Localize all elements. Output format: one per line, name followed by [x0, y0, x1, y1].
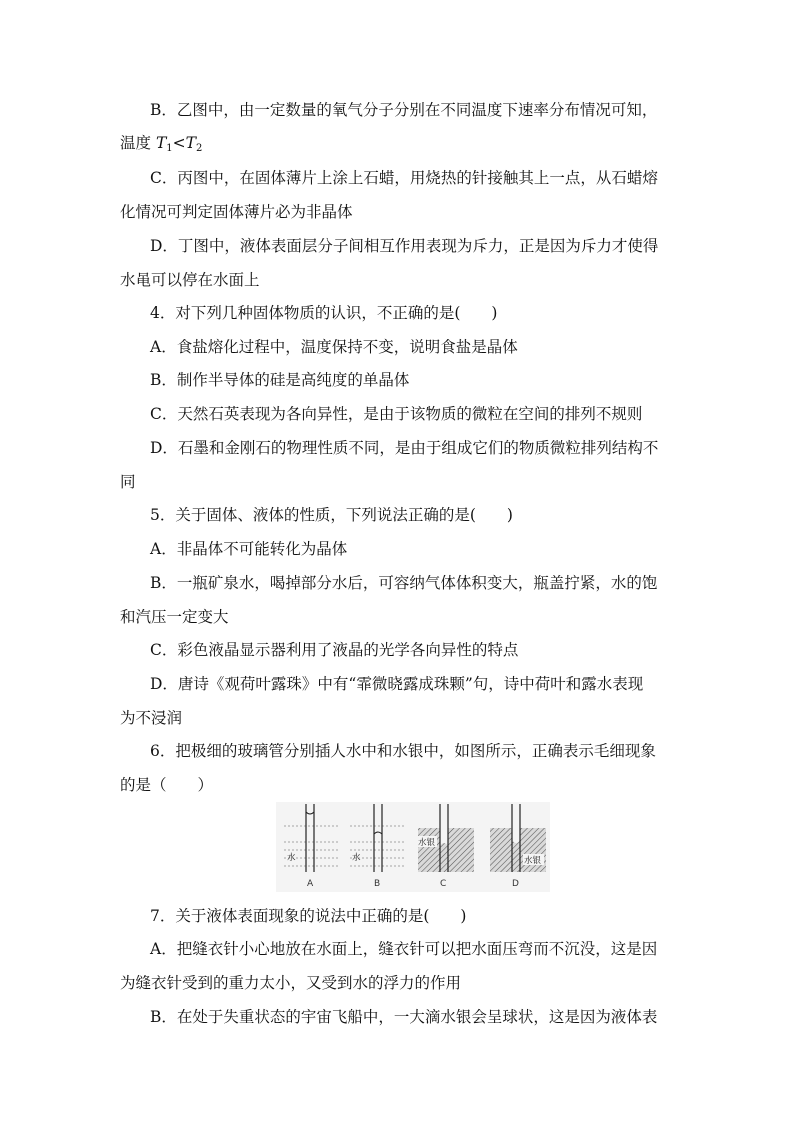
- q5-option-b-line1: B．一瓶矿泉水，喝掉部分水后，可容纳气体体积变大，瓶盖拧紧，水的饱: [150, 574, 658, 592]
- q4-option-b: B．制作半导体的硅是高纯度的单晶体: [150, 371, 410, 389]
- q5-option-d-line1: D．唐诗《观荷叶露珠》中有“霏微晓露成珠颗”句，诗中荷叶和露水表现: [150, 675, 644, 693]
- panel-c-caption: C: [440, 879, 447, 889]
- q4-option-c: C．天然石英表现为各向异性，是由于该物质的微粒在空间的排列不规则: [150, 405, 643, 423]
- q7-option-a-line1: A．把缝衣针小心地放在水面上，缝衣针可以把水面压弯而不沉没，这是因: [150, 940, 658, 958]
- panel-b-liquid-label: 水: [352, 853, 361, 863]
- q3-option-d-line2: 水黾可以停在水面上: [120, 271, 260, 289]
- tube-interior: [512, 804, 520, 828]
- less-than-sign: <: [172, 134, 186, 152]
- tube-interior: [512, 828, 520, 840]
- panel-a-caption: A: [307, 879, 314, 889]
- q3-option-b-line2: [120, 133, 202, 159]
- panel-b-caption: B: [374, 879, 381, 889]
- panel-d-liquid-label: 水银: [524, 856, 542, 866]
- q4-option-a: A．食盐熔化过程中，温度保持不变，说明食盐是晶体: [150, 338, 518, 356]
- q7-option-b-line1: B．在处于失重状态的宇宙飞船中，一大滴水银会呈球状，这是因为液体表: [150, 1008, 658, 1026]
- q5-stem: 5．关于固体、液体的性质，下列说法正确的是( ): [150, 506, 513, 524]
- q7-option-a-line2: 为缝衣针受到的重力太小，又受到水的浮力的作用: [120, 974, 462, 992]
- q3-option-c-line1: C．丙图中，在固体薄片上涂上石蜡，用烧热的针接触其上一点，从石蜡熔: [150, 169, 658, 187]
- q7-stem: 7．关于液体表面现象的说法中正确的是( ): [150, 907, 467, 925]
- capillary-figure-svg: [276, 802, 550, 892]
- capillary-figure: [276, 802, 550, 892]
- q6-stem-line2: 的是（ ）: [120, 776, 214, 794]
- temperature-t1: $T_1$: [155, 134, 173, 154]
- q3-option-b-line1: B．乙图中，由一定数量的氧气分子分别在不同温度下速率分布情况可知，: [150, 101, 658, 119]
- panel-c-liquid-label: 水银: [418, 838, 436, 848]
- q5-option-c: C．彩色液晶显示器利用了液晶的光学各向异性的特点: [150, 641, 519, 659]
- q5-option-b-line2: 和汽压一定变大: [120, 608, 229, 626]
- q3-option-b-text: 温度: [120, 134, 152, 152]
- q3-option-c-line2: 化情况可判定固体薄片必为非晶体: [120, 203, 353, 221]
- q4-stem: 4．对下列几种固体物质的认识，不正确的是( ): [150, 304, 498, 322]
- q6-stem-line1: 6．把极细的玻璃管分别插人水中和水银中，如图所示，正确表示毛细现象: [150, 742, 656, 760]
- panel-a-liquid-label: 水: [287, 853, 296, 863]
- panel-d-caption: D: [512, 879, 519, 889]
- q4-option-d-line2: 同: [120, 473, 136, 491]
- q5-option-d-line2: 为不浸润: [120, 709, 183, 727]
- q5-option-a: A．非晶体不可能转化为晶体: [150, 540, 348, 558]
- q3-option-d-line1: D．丁图中，液体表面层分子间相互作用表现为斥力，正是因为斥力才使得: [150, 237, 659, 255]
- temperature-t2: $T_2$: [185, 134, 203, 154]
- q4-option-d-line1: D．石墨和金刚石的物理性质不同，是由于组成它们的物质微粒排列结构不: [150, 439, 659, 457]
- tube-interior: [440, 804, 448, 828]
